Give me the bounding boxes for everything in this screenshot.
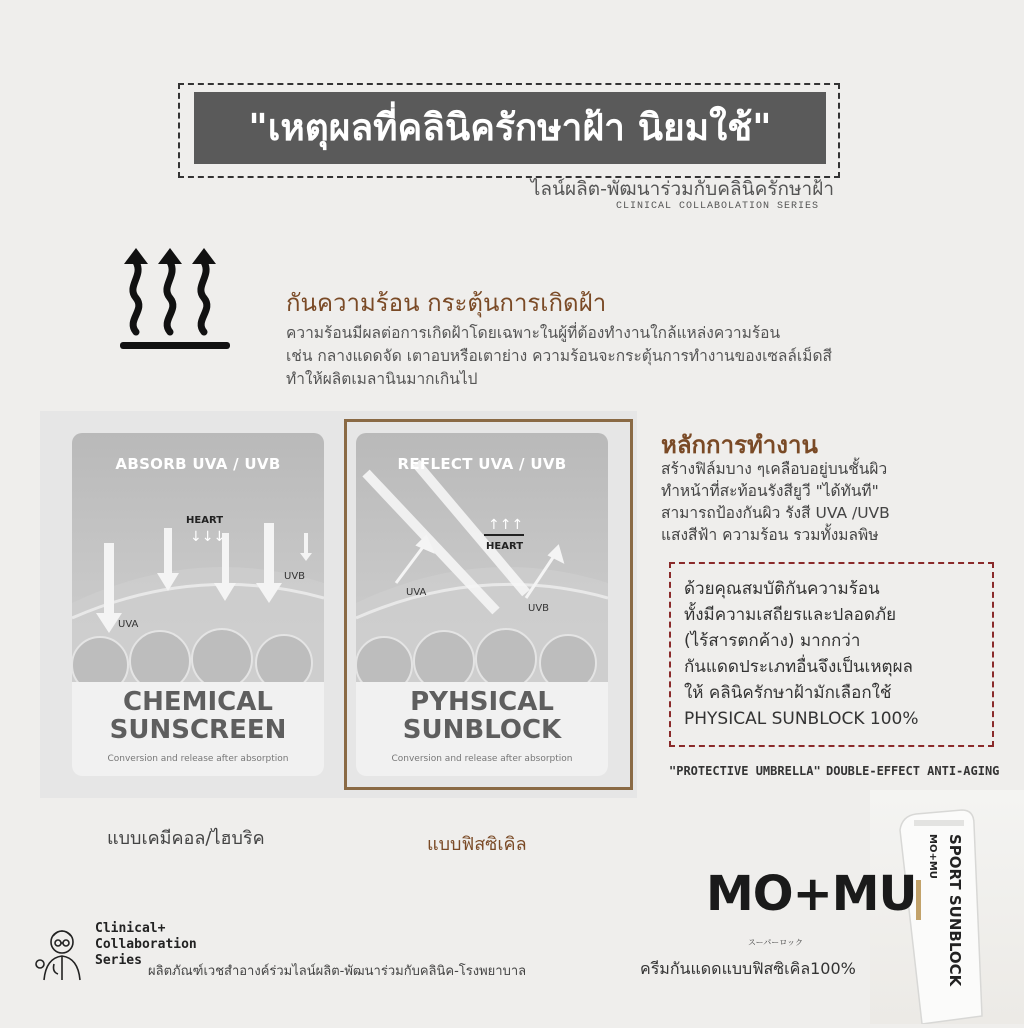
chemical-name-line1: CHEMICAL xyxy=(123,687,273,717)
heart-label: HEART xyxy=(186,515,224,526)
footer-brand-line3: Series xyxy=(95,953,142,968)
principle-line: แสงสีฟ้า ความร้อน รวมทั้งมลพิษ xyxy=(661,526,879,544)
principle-title: หลักการทำงาน xyxy=(661,431,818,459)
footer-brand-line1: Clinical+ xyxy=(95,921,166,936)
physical-note: Conversion and release after absorption xyxy=(391,754,573,764)
chemical-name-line2: SUNSCREEN xyxy=(109,715,287,745)
card-bottom xyxy=(356,682,608,776)
physical-name xyxy=(356,688,608,744)
heart-up-arrows-icon: ↑↑↑ xyxy=(488,517,524,533)
principle-line: ทำหน้าที่สะท้อนรังสียูวี "ได้ทันที" xyxy=(661,482,879,500)
heat-rising-icon xyxy=(118,248,232,352)
highlight-line: PHYSICAL SUNBLOCK 100% xyxy=(684,709,919,729)
divider xyxy=(484,534,524,536)
heat-desc-line: เช่น กลางแดดจัด เตาอบหรือเตาย่าง ความร้อนจะกระตุ้นการทำงานของเซลล์เม็ดสี xyxy=(286,347,832,365)
footer-text: ผลิตภัณฑ์เวชสำอางค์ร่วมไลน์ผลิต-พัฒนาร่วมกับคลินิค-โรงพยาบาล xyxy=(148,964,527,979)
heart-down-arrows-icon: ↓↓↓ xyxy=(190,529,226,545)
uva-label: UVA xyxy=(406,587,427,598)
heat-desc-line: ความร้อนมีผลต่อการเกิดฝ้าโดยเฉพาะในผู้ที่ต้องทำงานใกล้แหล่งความร้อน xyxy=(286,324,781,342)
heat-desc-line: ทำให้ผลิตเมลานินมากเกินไป xyxy=(286,370,478,388)
physical-name-line1: PYHSICAL xyxy=(410,687,554,717)
anti-aging-tag: DOUBLE-EFFECT ANTI-AGING xyxy=(826,764,1000,778)
uvb-label: UVB xyxy=(284,571,306,582)
principle-description xyxy=(661,458,1001,546)
highlight-line: ให้ คลินิครักษาฝ้ามักเลือกใช้ xyxy=(684,683,892,703)
physical-name-line2: SUNBLOCK xyxy=(402,715,562,745)
subtitle: ไลน์ผลิต-พัฒนาร่วมกับคลินิครักษาฝ้า xyxy=(530,178,834,200)
brand-logo-subtitle: スーパーロック xyxy=(748,938,804,947)
series-label: CLINICAL COLLABOLATION SERIES xyxy=(615,201,819,212)
protective-umbrella-tag: "PROTECTIVE UMBRELLA" xyxy=(669,764,821,778)
principle-line: สร้างฟิล์มบาง ๆเคลือบอยู่บนชั้นผิว xyxy=(661,460,888,478)
highlight-line: ทั้งมีความเสถียรและปลอดภัย xyxy=(684,605,897,625)
chemical-caption: แบบเคมีคอล/ไฮบริค xyxy=(107,828,265,849)
tube-brand: MO+MU xyxy=(927,834,938,879)
heat-title: กันความร้อน กระตุ้นการเกิดฝ้า xyxy=(286,289,607,317)
uva-label: UVA xyxy=(118,619,139,630)
uvb-label: UVB xyxy=(528,603,550,614)
footer-brand-line2: Collaboration xyxy=(95,937,197,952)
highlight-line: กันแดดประเภทอื่นจึงเป็นเหตุผล xyxy=(684,657,913,677)
heart-label: HEART xyxy=(486,541,524,552)
brand-logo: MO+MU xyxy=(706,866,917,922)
chemical-sunscreen-card xyxy=(72,433,324,776)
page-title: "เหตุผลที่คลินิครักษาฝ้า นิยมใช้" xyxy=(194,92,826,164)
doctor-icon xyxy=(32,924,90,982)
chemical-note: Conversion and release after absorption xyxy=(107,754,289,764)
absorb-label: ABSORB UVA / UVB xyxy=(115,455,281,473)
heat-description xyxy=(286,322,906,391)
physical-caption: แบบฟิสซิเคิล xyxy=(427,834,527,855)
highlight-text xyxy=(684,576,984,732)
reflect-label: REFLECT UVA / UVB xyxy=(397,455,567,473)
physical-sunblock-card xyxy=(356,433,608,776)
tube-text: SPORT SUNBLOCK xyxy=(946,834,964,987)
chemical-name xyxy=(72,688,324,744)
highlight-line: (ไร้สารตกค้าง) มากกว่า xyxy=(684,631,861,651)
product-caption: ครีมกันแดดแบบฟิสซิเคิล100% xyxy=(640,959,856,978)
card-bottom xyxy=(72,682,324,776)
highlight-line: ด้วยคุณสมบัติกันความร้อน xyxy=(684,579,880,599)
principle-line: สามารถป้องกันผิว รังสี UVA /UVB xyxy=(661,504,890,522)
